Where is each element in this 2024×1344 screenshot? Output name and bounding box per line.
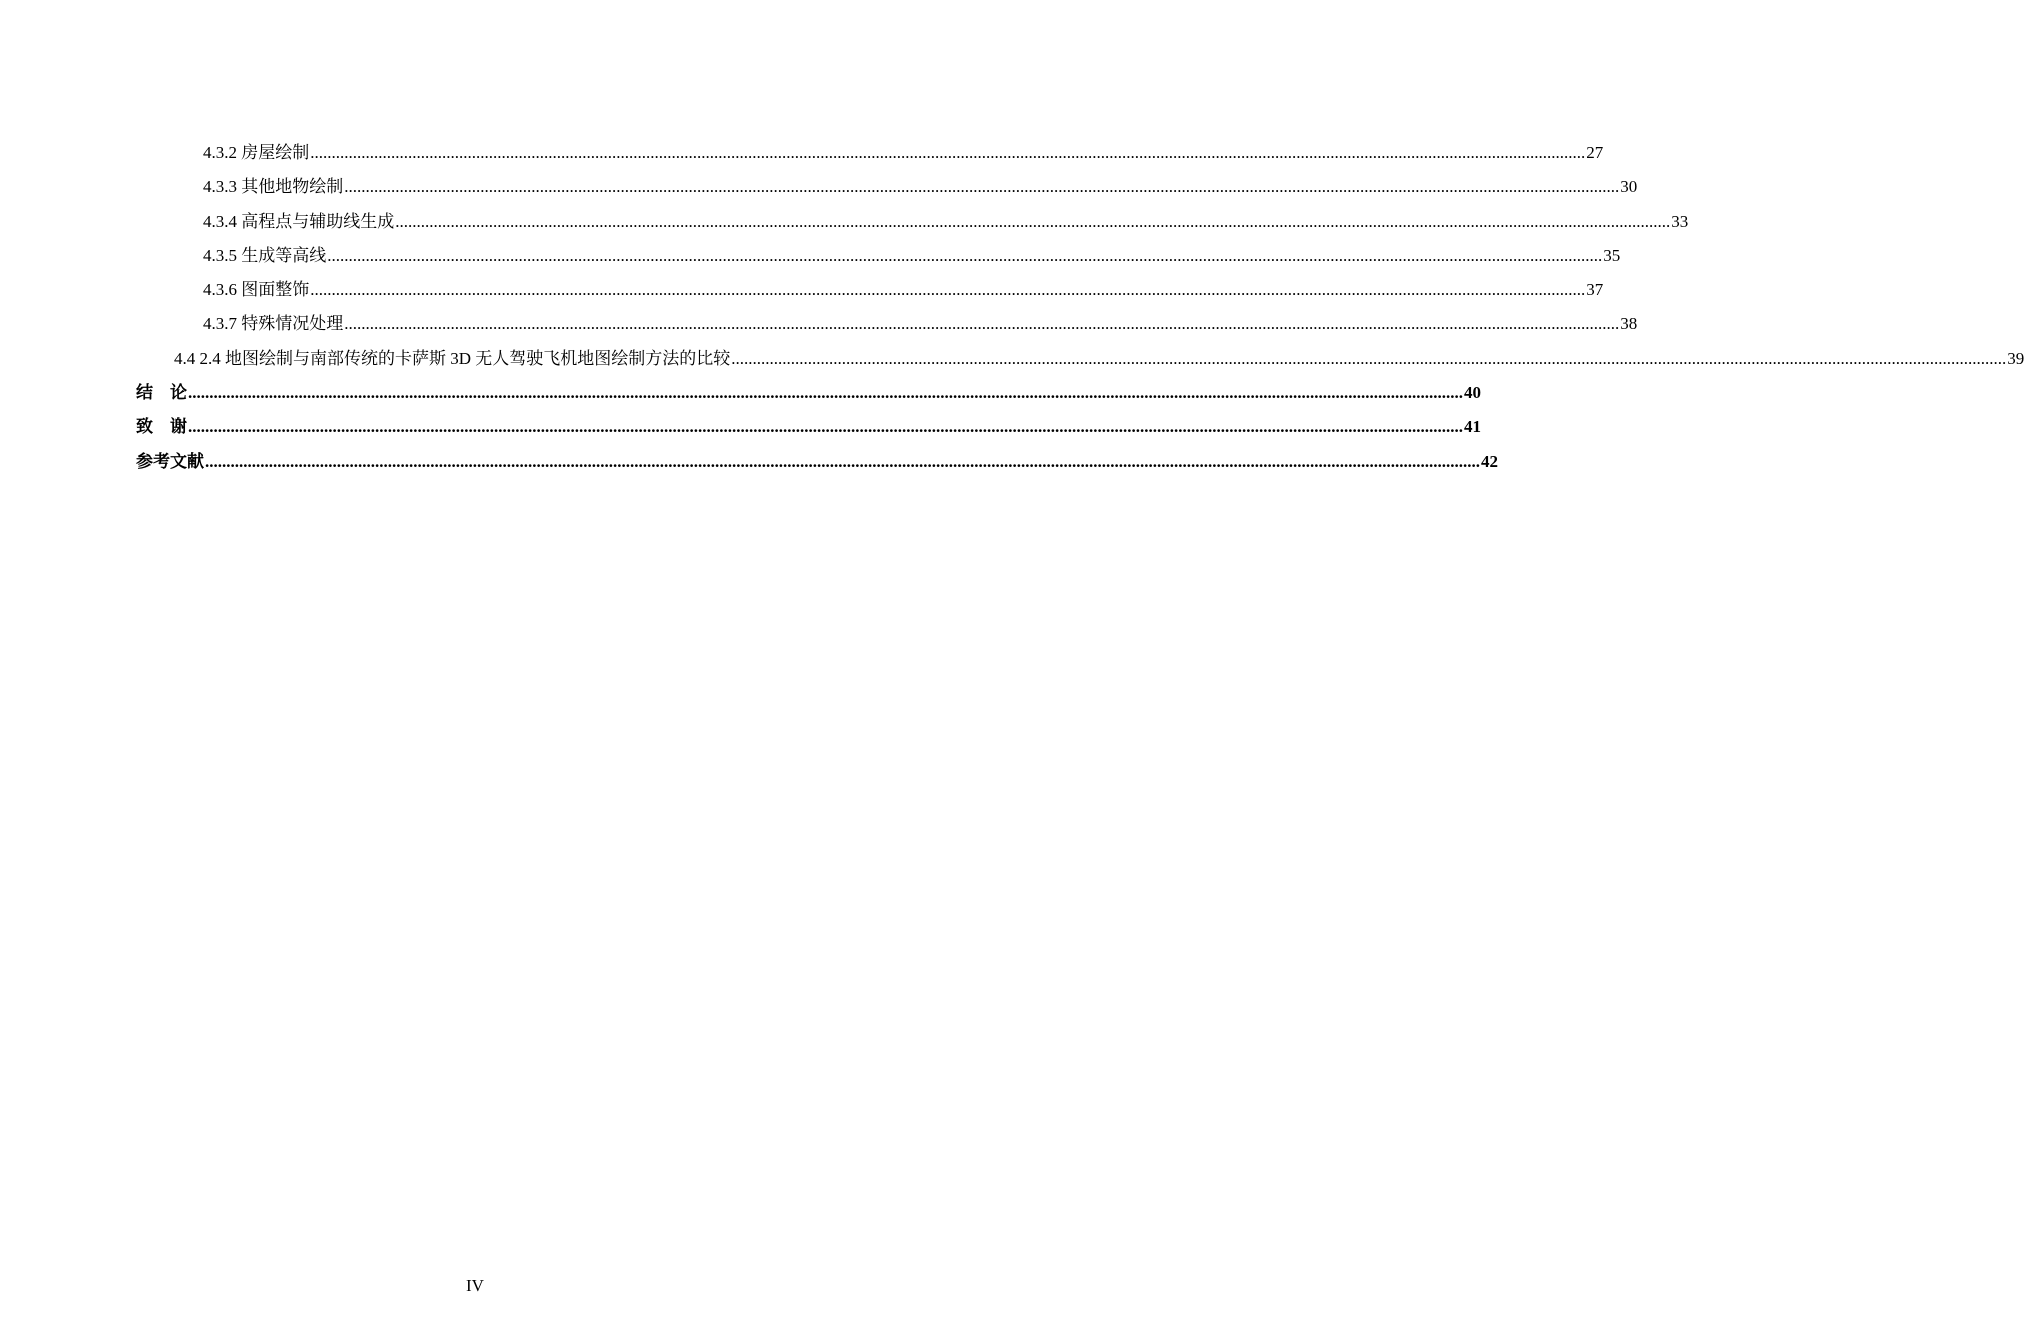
toc-entry[interactable] xyxy=(136,382,1481,416)
toc-entry-title: 4.3.7 特殊情况处理 xyxy=(203,314,344,334)
toc-entry-title: 结 论 xyxy=(136,383,187,403)
toc-entry-title: 4.3.5 生成等高线 xyxy=(203,245,327,265)
toc-entry[interactable] xyxy=(136,245,1621,279)
toc-entry-page: 37 xyxy=(1586,280,1604,300)
toc-entry-title: 4.3.4 高程点与辅助线生成 xyxy=(203,211,395,231)
toc-dot-leader: ............................................................................................................................................................................................................................................................................................................ xyxy=(205,451,1480,471)
toc-entry[interactable] xyxy=(136,142,1604,176)
toc-entry-page: 35 xyxy=(1603,245,1621,265)
toc-entry-page: 40 xyxy=(1464,383,1481,403)
toc-entry-title: 4.4 2.4 地图绘制与南部传统的卡萨斯 3D 无人驾驶飞机地图绘制方法的比较 xyxy=(174,348,731,368)
toc-entry-page: 39 xyxy=(2007,348,2024,368)
page-number: IV xyxy=(466,1276,484,1295)
toc-dot-leader: ............................................................................................................................................................................................................................................................................................................ xyxy=(310,143,1586,162)
toc-entry[interactable] xyxy=(136,451,1498,485)
toc-dot-leader: ............................................................................................................................................................................................................................................................................................................ xyxy=(188,417,1463,437)
toc-entry[interactable] xyxy=(136,279,1604,313)
toc-entry-title: 4.3.6 图面整饰 xyxy=(203,280,310,300)
toc-entry-title: 致 谢 xyxy=(136,417,187,437)
toc-dot-leader: ............................................................................................................................................................................................................................................................................................................ xyxy=(310,280,1586,300)
toc-entry-page: 27 xyxy=(1586,143,1604,162)
toc-entry-page: 33 xyxy=(1671,211,1689,231)
toc-entry-page: 38 xyxy=(1620,314,1638,334)
toc-entry-page: 42 xyxy=(1481,451,1498,471)
toc-entry[interactable] xyxy=(136,211,1689,245)
toc-dot-leader: ............................................................................................................................................................................................................................................................................................................ xyxy=(188,383,1463,403)
toc-entry[interactable] xyxy=(136,348,2024,382)
toc-dot-leader: ............................................................................................................................................................................................................................................................................................................ xyxy=(327,245,1603,265)
toc-entry[interactable] xyxy=(136,313,1638,347)
toc-dot-leader: ............................................................................................................................................................................................................................................................................................................ xyxy=(395,211,1671,231)
toc-entry[interactable] xyxy=(136,416,1481,450)
toc-entry-title: 4.3.2 房屋绘制 xyxy=(203,143,310,162)
toc-entry-page: 30 xyxy=(1620,177,1638,197)
toc-dot-leader: ............................................................................................................................................................................................................................................................................................................ xyxy=(344,177,1620,197)
toc-entry-title: 4.3.3 其他地物绘制 xyxy=(203,177,344,197)
toc-dot-leader: ............................................................................................................................................................................................................................................................................................................ xyxy=(731,348,2007,368)
table-of-contents xyxy=(136,142,2024,485)
toc-entry-page: 41 xyxy=(1464,417,1481,437)
toc-entry-title: 参考文献 xyxy=(136,451,204,471)
toc-entry[interactable] xyxy=(136,176,1638,210)
toc-dot-leader: ............................................................................................................................................................................................................................................................................................................ xyxy=(344,314,1620,334)
